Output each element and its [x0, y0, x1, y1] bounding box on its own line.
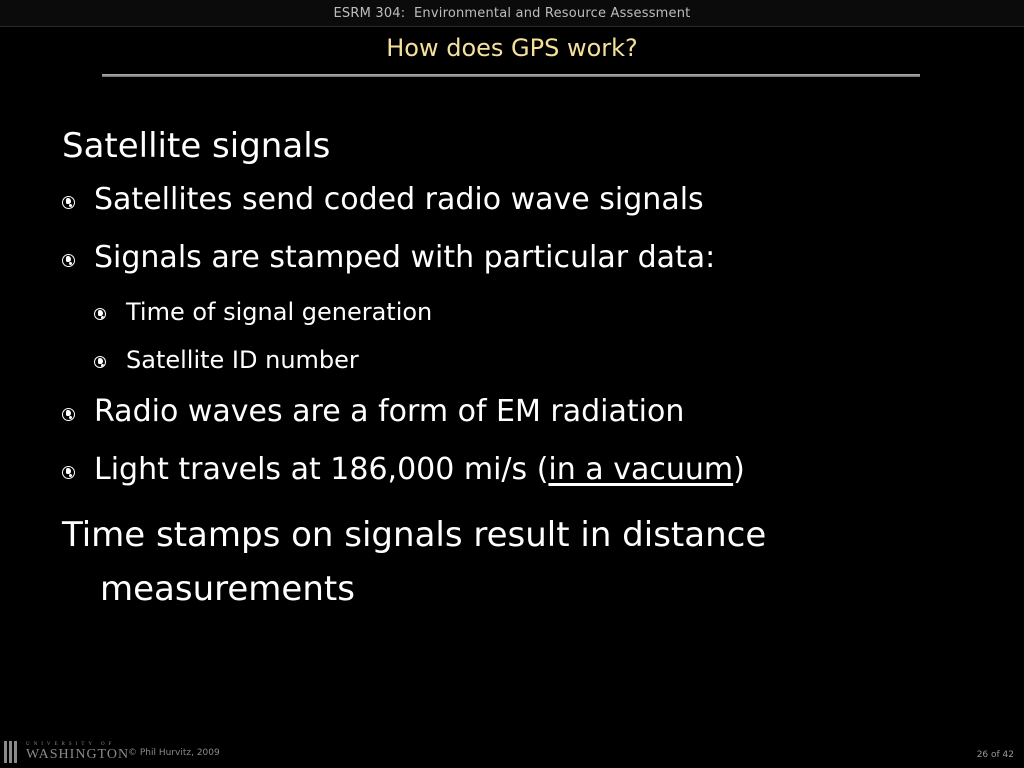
bullet-radio-waves	[62, 392, 962, 432]
course-title: ESRM 304: Environmental and Resource Assessment	[333, 5, 691, 21]
sub-bullet-time-generation	[62, 296, 962, 328]
logo-big-text: WASHINGTON	[26, 747, 130, 762]
bullet-text-suffix: )	[733, 452, 745, 487]
heading-satellite-signals: Satellite signals	[62, 126, 331, 166]
sub-bullet-text: Satellite ID number	[126, 346, 359, 374]
bullet-text-prefix: Light travels at 186,000 mi/s (	[94, 452, 549, 487]
globe-icon	[94, 356, 106, 368]
slide-content	[62, 122, 962, 622]
in-a-vacuum-link[interactable]: in a vacuum	[548, 452, 734, 487]
university-logo	[4, 741, 129, 763]
bullet-text: Radio waves are a form of EM radiation	[94, 394, 685, 429]
globe-icon	[62, 196, 75, 209]
bullet-satellites-send	[62, 180, 962, 220]
globe-icon	[62, 254, 75, 267]
university-washington-logo-icon	[4, 741, 20, 763]
page-number: 26 of 42	[976, 750, 1014, 760]
sub-bullet-satellite-id	[62, 344, 962, 376]
bullet-text: Satellites send coded radio wave signals	[94, 182, 704, 217]
globe-icon	[62, 466, 75, 479]
slide-title: How does GPS work?	[386, 34, 638, 62]
copyright: © Phil Hurvitz, 2009	[128, 748, 220, 758]
logo-small-text: UNIVERSITY OF	[26, 742, 116, 747]
title-divider	[102, 74, 920, 77]
sub-bullet-text: Time of signal generation	[126, 298, 433, 326]
bullet-text: Signals are stamped with particular data:	[94, 240, 716, 275]
bullet-light-travels	[62, 450, 962, 490]
globe-icon	[94, 308, 106, 320]
bullet-signals-stamped	[62, 238, 962, 278]
course-header	[0, 0, 1024, 27]
heading-time-stamps: Time stamps on signals result in distance measurements	[62, 515, 767, 609]
globe-icon	[62, 408, 75, 421]
